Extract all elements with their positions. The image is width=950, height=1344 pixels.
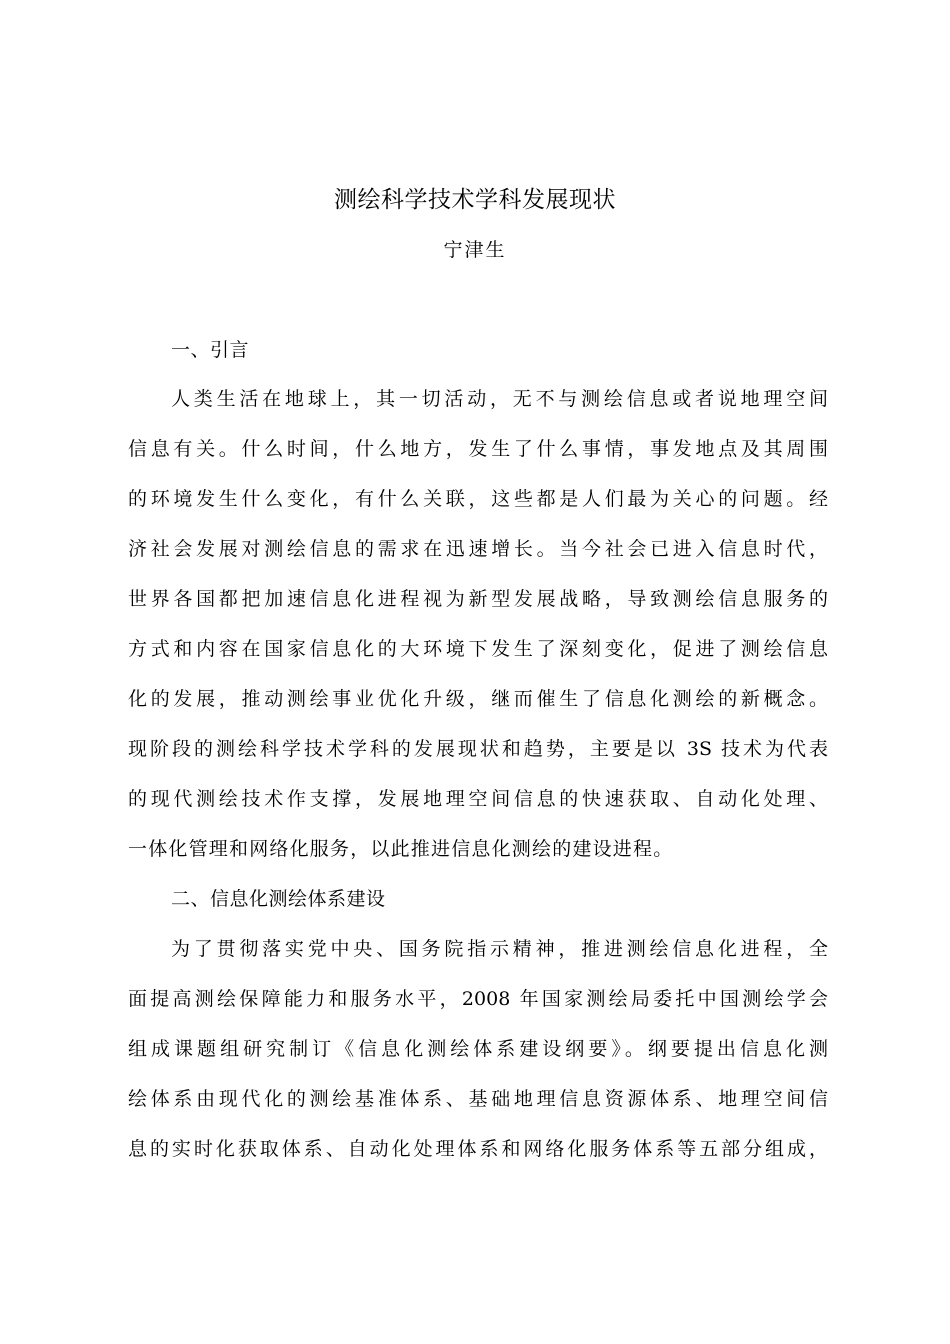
paragraph-line: 一体化管理和网络化服务，以此推进信息化测绘的建设进程。 [128, 838, 674, 860]
paragraph-line: 为了贯彻落实党中央、国务院指示精神，推进测绘信息化进程，全 [171, 938, 828, 960]
paragraph-line: 绘体系由现代化的测绘基准体系、基础地理信息资源体系、地理空间信 [128, 1088, 828, 1110]
paragraph-line: 现阶段的测绘科学技术学科的发展现状和趋势，主要是以 3S 技术为代表 [128, 738, 828, 760]
paragraph-line: 方式和内容在国家信息化的大环境下发生了深刻变化，促进了测绘信息 [128, 638, 828, 660]
paragraph-line: 的现代测绘技术作支撑，发展地理空间信息的快速获取、自动化处理、 [128, 788, 828, 810]
paragraph-line: 信息有关。什么时间，什么地方，发生了什么事情，事发地点及其周围 [128, 438, 828, 460]
paragraph-line: 的环境发生什么变化，有什么关联，这些都是人们最为关心的问题。经 [128, 488, 828, 510]
section-heading-informatization: 二、信息化测绘体系建设 [171, 888, 386, 910]
paragraph-line: 人类生活在地球上，其一切活动，无不与测绘信息或者说地理空间 [171, 388, 828, 410]
section-heading-introduction: 一、引言 [171, 339, 250, 361]
document-title: 测绘科学技术学科发展现状 [334, 187, 616, 213]
paragraph-line: 济社会发展对测绘信息的需求在迅速增长。当今社会已进入信息时代， [128, 538, 828, 560]
document-author: 宁津生 [443, 239, 507, 261]
paragraph-line: 组成课题组研究制订《信息化测绘体系建设纲要》。纲要提出信息化测 [128, 1038, 828, 1060]
paragraph-line: 息的实时化获取体系、自动化处理体系和网络化服务体系等五部分组成， [128, 1138, 828, 1160]
paragraph-line: 面提高测绘保障能力和服务水平，2008 年国家测绘局委托中国测绘学会 [128, 988, 828, 1010]
paragraph-line: 世界各国都把加速信息化进程视为新型发展战略，导致测绘信息服务的 [128, 588, 828, 610]
paragraph-line: 化的发展，推动测绘事业优化升级，继而催生了信息化测绘的新概念。 [128, 688, 828, 710]
